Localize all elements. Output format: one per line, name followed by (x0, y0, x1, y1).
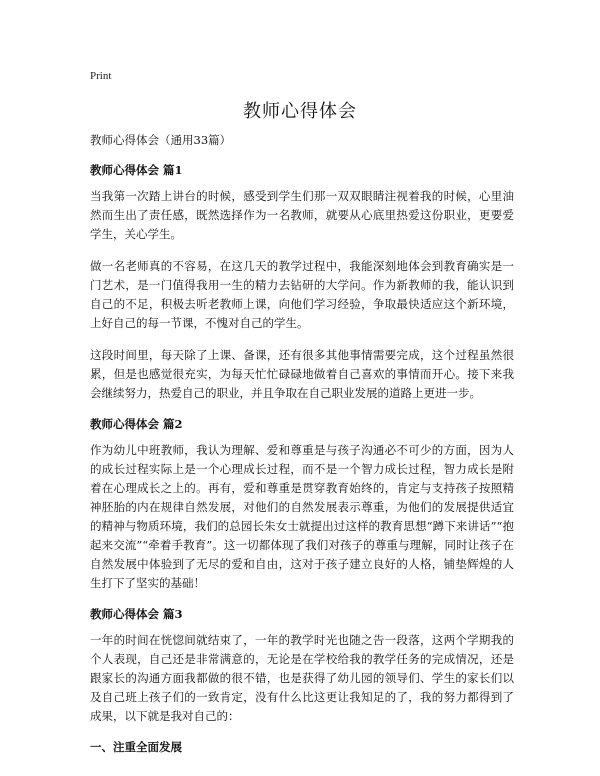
section-heading: 教师心得体会 篇3 (90, 607, 183, 621)
paragraph: 当我第一次踏上讲台的时候，感受到学生们那一双双眼睛注视着我的时候，心里油然而生出了责任感，既然选择作为一名教师，就要从心底里热爱这份职业，更要爱学生，关心学生。 (90, 189, 514, 241)
section-heading: 一、注重全面发展 (90, 740, 182, 754)
section-heading: 教师心得体会 篇1 (90, 163, 183, 177)
section-heading: 教师心得体会 篇2 (90, 417, 183, 431)
section-2 (90, 416, 514, 593)
document-subtitle: 教师心得体会（通用33篇） (90, 133, 232, 147)
section-3 (90, 606, 514, 726)
paragraph: 做一名老师真的不容易，在这几天的教学过程中，我能深刻地体会到教育确实是一门艺术，是一门值得我用一生的精力去钻研的大学问。作为新教师的我，能认识到自己的不足，积极去听老教师上课，向他们学习经验，争取最快适应这个新环境，上好自己的每一节课，不愧对自己的学生。 (90, 259, 514, 330)
paragraph: 作为幼儿中班教师，我认为理解、爱和尊重是与孩子沟通必不可少的方面，因为人的成长过程实际上是一个心理成长过程，而不是一个智力成长过程，智力成长是附着在心理成长之上的。再有，爱和尊重是贯穿教育始终的，肯定与支持孩子按照精神胚胎的内在规律自然发展，对他们的自然发展表示尊重，为他们的发展提供适宜的精神与物质环境，我们的总园长朱女士就提出过这样的教育思想“蹲下来讲话”“抱起来交流”“牵着手教育”。这一切都体现了我们对孩子的尊重与理解，同时让孩子在自然发展中体验到了无尽的爱和自由，这对于孩子建立良好的人格，铺垫辉煌的人生打下了坚实的基础！ (90, 443, 514, 590)
section-1 (90, 162, 514, 403)
paragraph: 一年的时间在恍惚间就结束了，一年的教学时光也随之告一段落，这两个学期我的个人表现，自己还是非常满意的，无论是在学校给我的教学任务的完成情况，还是跟家长的沟通方面我都做的很不错，也是获得了幼儿园的领导们、学生的家长们以及自己班上孩子们的一致肯定，没有什么比这更让我知足的了，我的努力都得到了成果，以下就是我对自己的： (90, 633, 514, 723)
print-link[interactable]: Print (90, 70, 112, 82)
page-title: 教师心得体会 (243, 101, 357, 122)
section-4 (90, 739, 514, 755)
document-body (90, 132, 514, 764)
paragraph: 这段时间里，每天除了上课、备课，还有很多其他事情需要完成，这个过程虽然很累，但是也感觉很充实，为每天忙忙碌碌地做着自己喜欢的事情而开心。接下来我会继续努力，热爱自己的职业，并且争取在自己职业发展的道路上更进一步。 (90, 348, 514, 400)
